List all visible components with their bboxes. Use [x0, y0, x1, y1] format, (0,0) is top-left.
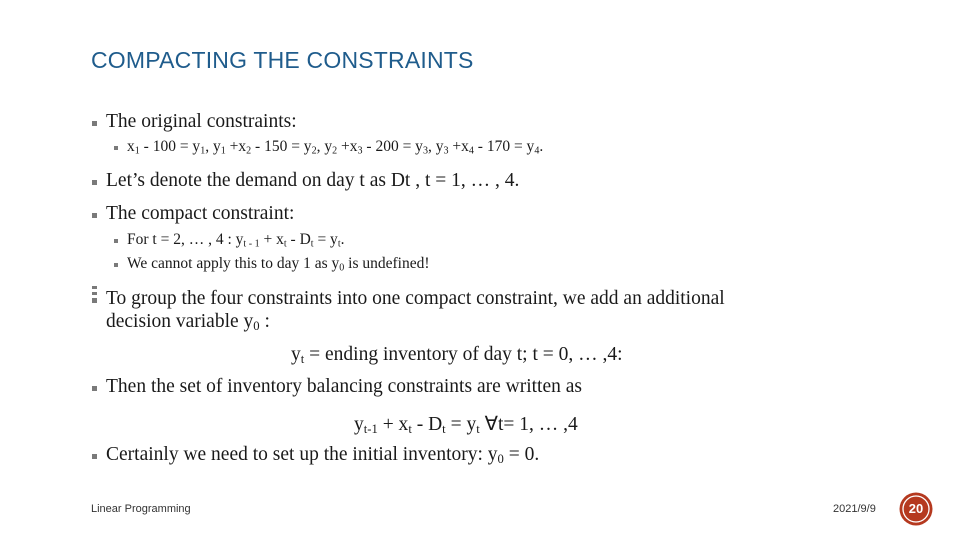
ending-inventory-definition: $y_t$ = ending inventory of day t; t = 0, … ,4:: [291, 344, 623, 367]
bullet-marker: [92, 286, 97, 289]
inventory-balance-equation: $y_{t-1} + x_t - D_t = y_t$ ∀t= 1, … ,4: [354, 414, 578, 437]
bullet-marker: [92, 454, 97, 459]
original-constraints-equations: $x_1 - 100 = y_1$, $y_1 +x_2 - 150 = y_2$, $y_2 +x_3 - 200 = y_3$, $y_3 +x_4 - 170 = y_4$.: [127, 138, 544, 157]
sub-bullet-marker: [114, 146, 118, 150]
bullet-marker: [92, 180, 97, 185]
bullet-marker: [92, 292, 97, 295]
footer-course-name: Linear Programming: [91, 503, 191, 515]
bullet-marker: [92, 121, 97, 126]
bullet-group-constraints-line2: decision variable $y_0$ :: [106, 311, 270, 334]
bullet-original-constraints: The original constraints:: [106, 111, 297, 132]
sub-bullet-marker: [114, 239, 118, 243]
day-one-note: We cannot apply this to day 1 as $y_0$ is undefined!: [127, 255, 430, 274]
bullet-compact-constraint: The compact constraint:: [106, 203, 295, 224]
compact-constraint-formula: For t = 2, … , 4 : $y_{t - 1} + x_t - D_t = y_t$.: [127, 231, 345, 250]
slide-title: COMPACTING THE CONSTRAINTS: [91, 47, 474, 73]
bullet-marker: [92, 386, 97, 391]
bullet-balancing-constraints: Then the set of inventory balancing constraints are written as: [106, 376, 582, 397]
bullet-marker: [92, 298, 97, 303]
sub-bullet-marker: [114, 263, 118, 267]
bullet-initial-inventory: Certainly we need to set up the initial inventory: $y_0 = 0$.: [106, 444, 540, 467]
page-number: 20: [908, 501, 924, 516]
footer-date: 2021/9/9: [833, 503, 876, 515]
bullet-demand-definition: Let’s denote the demand on day t as Dt , t = 1, … , 4.: [106, 170, 520, 191]
bullet-marker: [92, 213, 97, 218]
bullet-group-constraints-line1: To group the four constraints into one compact constraint, we add an additional: [106, 288, 725, 309]
